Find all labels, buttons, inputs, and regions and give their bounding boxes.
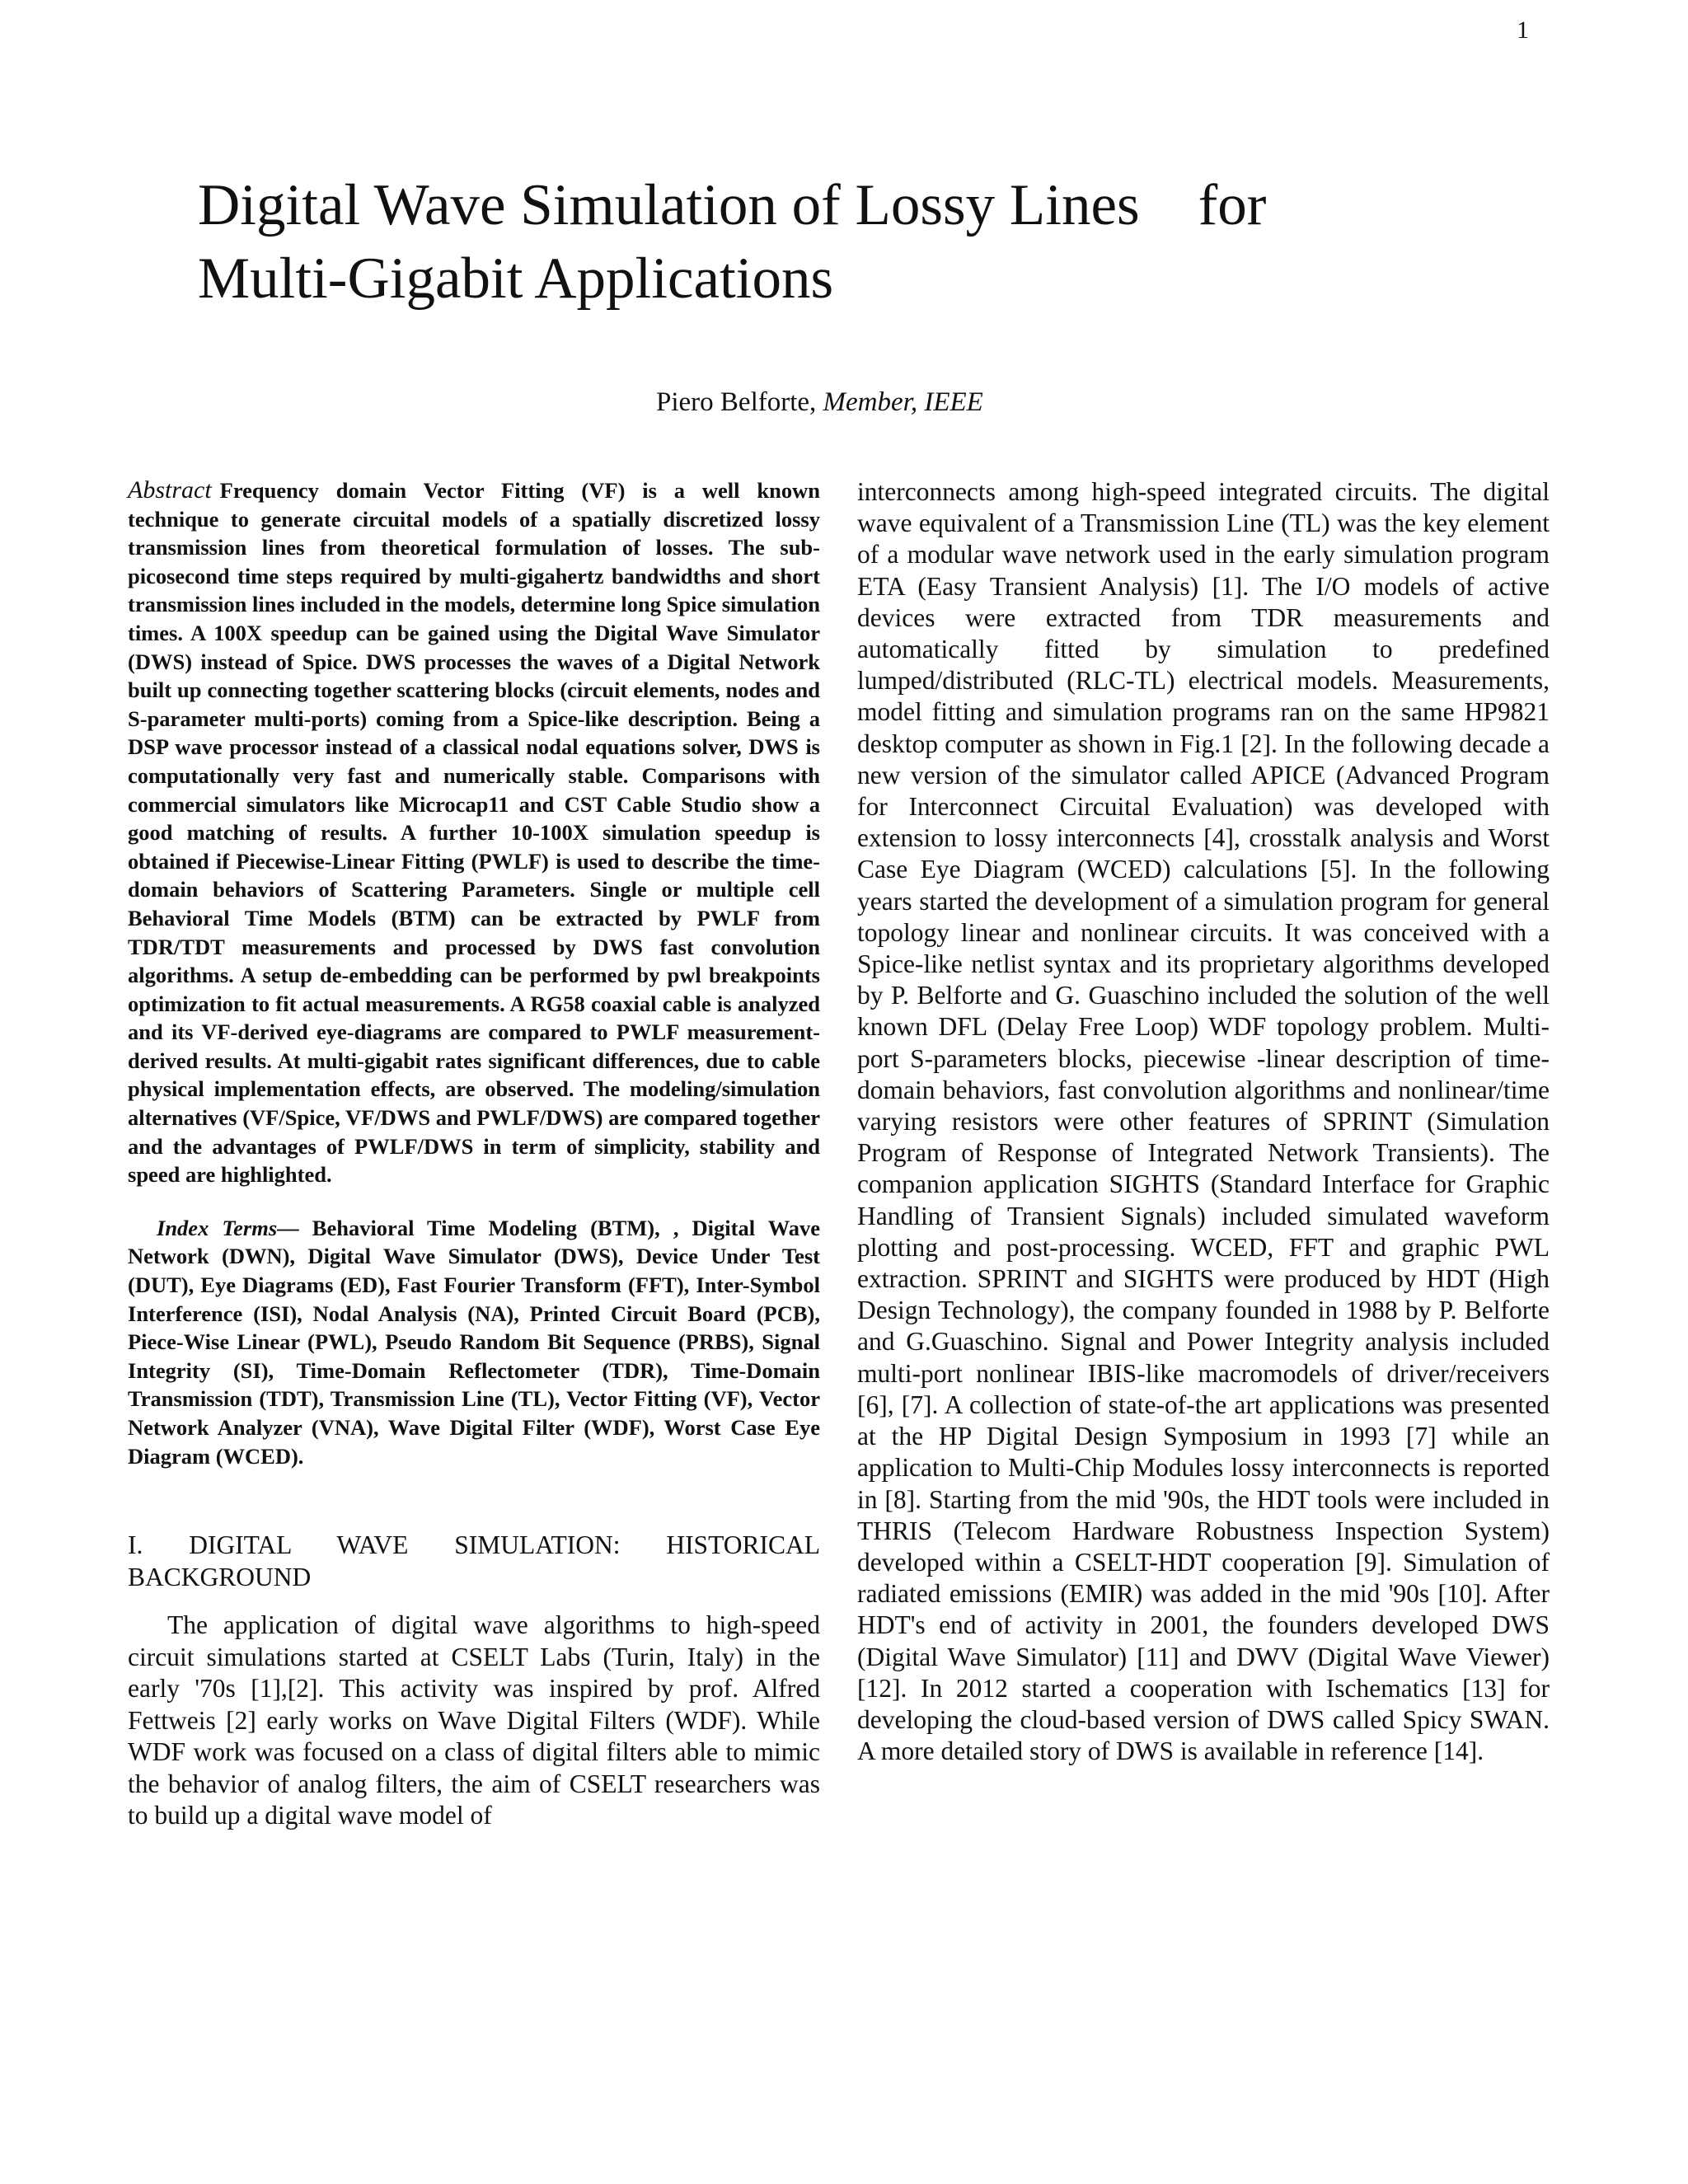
index-terms-label: Index Terms: [157, 1215, 278, 1240]
section-paragraph-right: interconnects among high-speed integrated circuits. The digital wave equivalent of a Transmission Line (TL) was the key element of a modular wave network used in the early simulation program ETA (Easy Transient Analysis) [1]. The I/O models of active devices were extracted from TDR measurements and automatically fitted by simulation to predefined lumped/distributed (RLC-TL) electrical models. Measurements, model fitting and simulation programs ran on the same HP9821 desktop computer as shown in Fig.1 [2]. In the following decade a new version of the simulator called APICE (Advanced Program for Interconnect Circuital Evaluation) was developed with extension to lossy interconnects [4], crosstalk analysis and Worst Case Eye Diagram (WCED) calculations [5]. In the following years started the development of a simulation program for general topology linear and nonlinear circuits. It was conceived with a Spice-like netlist syntax and its proprietary algorithms developed by P. Belforte and G. Guaschino included the solution of the well known DFL (Delay Free Loop) WDF topology problem. Multi-port S-parameters blocks, piecewise -linear description of time-domain behaviors, fast convolution algorithms and nonlinear/time varying resistors were other features of SPRINT (Simulation Program of Response of Integrated Network Transients). The companion application SIGHTS (Standard Interface for Graphic Handling of Transient Signals) included simulated waveform plotting and post-processing. WCED, FFT and graphic PWL extraction. SPRINT and SIGHTS were produced by HDT (High Design Technology), the company founded in 1988 by P. Belforte and G.Guaschino. Signal and Power Integrity analysis included multi-port nonlinear IBIS-like macromodels of driver/receivers [6], [7]. A collection of state-of-the art applications was presented at the HP Digital Design Symposium in 1993 [7] while an application to Multi-Chip Modules lossy interconnects is reported in [8]. Starting from the mid '90s, the HDT tools were included in THRIS (Telecom Hardware Robustness Inspection System) developed within a CSELT-HDT cooperation [9]. Simulation of radiated emissions (EMIR) was added in the mid '90s [10]. After HDT's end of activity in 2001, the founders developed DWS (Digital Wave Simulator) [11] and DWV (Digital Wave Viewer) [12]. In 2012 started a cooperation with Ischematics [13] for developing the cloud-based version of DWS called Spicy SWAN. A more detailed story of DWS is available in reference [14].: [857, 477, 1550, 1766]
page-number: 1: [1517, 16, 1529, 44]
right-column: [857, 476, 1550, 1767]
index-terms: [128, 1214, 820, 1470]
author-line: [656, 387, 983, 418]
author-affiliation: Member, IEEE: [823, 387, 983, 417]
paper-title: [198, 169, 1550, 316]
abstract: [128, 476, 820, 1189]
abstract-label: Abstract: [128, 476, 212, 504]
index-terms-text: — Behavioral Time Modeling (BTM), , Digital Wave Network (DWN), Digital Wave Simulator (DWS), Device Under Test (DUT), Eye Diagrams (ED), Fast Fourier Transform (FFT), Inter-Symbol Interference (ISI), Nodal Analysis (NA), Printed Circuit Board (PCB), Piece-Wise Linear (PWL), Pseudo Random Bit Sequence (PRBS), Signal Integrity (SI), Time-Domain Reflectometer (TDR), Time-Domain Transmission (TDT), Transmission Line (TL), Vector Fitting (VF), Vector Network Analyzer (VNA), Wave Digital Filter (WDF), Worst Case Eye Diagram (WCED).: [128, 1215, 821, 1469]
section-heading: I. DIGITAL WAVE SIMULATION: HISTORICAL BACKGROUND: [128, 1530, 820, 1591]
title-line-1: Digital Wave Simulation of Lossy Lines for: [198, 173, 1267, 237]
author-name: Piero Belforte,: [656, 387, 823, 417]
abstract-text: Frequency domain Vector Fitting (VF) is a well known technique to generate circuital models of a spatially discretized lossy transmission lines from theoretical formulation of losses. The sub-picosecond time steps required by multi-gigahertz bandwidths and short transmission lines included in the models, determine long Spice simulation times. A 100X speedup can be gained using the Digital Wave Simulator (DWS) instead of Spice. DWS processes the waves of a Digital Network built up connecting together scattering blocks (circuit elements, nodes and S-parameter multi-ports) coming from a Spice-like description. Being a DSP wave processor instead of a classical nodal equations solver, DWS is computationally very fast and numerically stable. Comparisons with commercial simulators like Microcap11 and CST Cable Studio show a good matching of results. A further 10-100X simulation speedup is obtained if Piecewise-Linear Fitting (PWLF) is used to describe the time-domain behaviors of Scattering Parameters. Single or multiple cell Behavioral Time Models (BTM) can be extracted by PWLF from TDR/TDT measurements and processed by DWS fast convolution algorithms. A setup de-embedding can be performed by pwl breakpoints optimization to fit actual measurements. A RG58 coaxial cable is analyzed and its VF-derived eye-diagrams are compared to PWLF measurement-derived results. At multi-gigabit rates significant differences, due to cable physical implementation effects, are observed. The modeling/simulation alternatives (VF/Spice, VF/DWS and PWLF/DWS) are compared together and the advantages of PWLF/DWS in term of simplicity, stability and speed are highlighted.: [128, 478, 820, 1188]
title-line-2: Multi-Gigabit Applications: [198, 246, 834, 311]
section-paragraph-left: The application of digital wave algorithms to high-speed circuit simulations started at CSELT Labs (Turin, Italy) in the early '70s [1],[2]. This activity was inspired by prof. Alfred Fettweis [2] early works on Wave Digital Filters (WDF). While WDF work was focused on a class of digital filters able to mimic the behavior of analog filters, the aim of CSELT researchers was to build up a digital wave model of: [128, 1610, 820, 1830]
left-column: [128, 476, 820, 1832]
